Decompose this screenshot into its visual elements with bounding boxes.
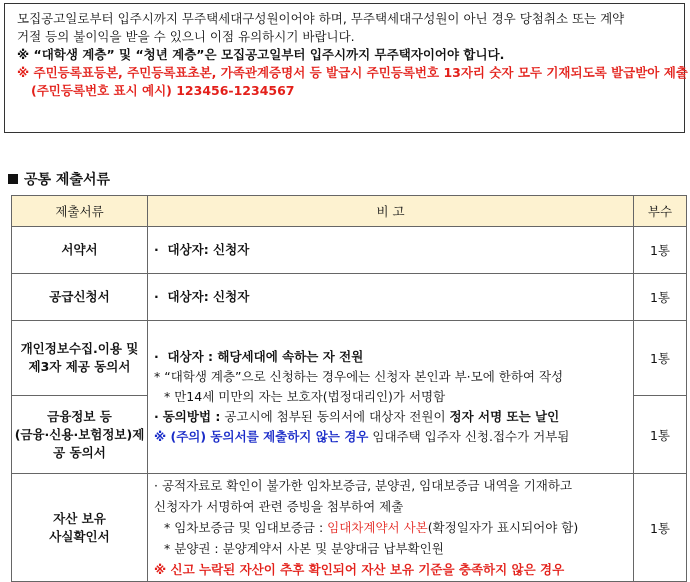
note-line: * 만14세 미만의 자는 보호자(법정대리인)가 서명함	[164, 389, 446, 404]
note-emphasis: 임대차계약서 사본	[327, 520, 428, 535]
caution-text: 임대주택 입주자 신청.접수가 거부됨	[368, 429, 570, 444]
method-emphasis: 정자 서명 또는 날인	[449, 409, 560, 424]
note-line: · 공적자료로 확인이 불가한 임차보증금, 분양권, 임대보증금 내역을 기재하고	[154, 478, 573, 493]
doc-name	[12, 321, 148, 396]
notice-box	[4, 3, 688, 133]
doc-name-line: 사실확인서	[49, 528, 110, 544]
doc-name: 서약서	[12, 227, 148, 274]
square-bullet-icon	[8, 174, 18, 184]
table-row	[12, 321, 687, 396]
note-cell	[148, 274, 634, 321]
table-row	[12, 474, 687, 582]
asset-note-cell	[148, 474, 634, 582]
section-title	[8, 169, 110, 189]
consent-note-cell	[148, 321, 634, 474]
note-line	[154, 517, 627, 538]
notice-line-1: 모집공고일로부터 입주시까지 무주택세대구성원이어야 하며, 무주택세대구성원이 아닌 경우 당첨취소 또는 계약	[17, 11, 625, 26]
doc-count: 1통	[634, 474, 687, 582]
notice-line-3: ※ “대학생 계층” 및 “청년 계층”은 모집공고일부터 입주시까지 무주택자이어야 합니다.	[17, 47, 505, 62]
doc-count: 1통	[634, 227, 687, 274]
note-text: 대상자: 신청자	[167, 242, 250, 257]
doc-name: 공급신청서	[12, 274, 148, 321]
note-line	[154, 407, 627, 427]
doc-name-line: 개인정보수집.이용 및	[20, 341, 139, 356]
note-text: 대상자 : 해당세대에 속하는 자 전원	[167, 349, 364, 364]
table-row	[12, 274, 687, 321]
doc-count: 1통	[634, 396, 687, 474]
note-line	[154, 240, 627, 260]
note-line	[154, 347, 627, 367]
note-line: ※ 신고 누락된 자산이 추후 확인되어 자산 보유 기준을 충족하지 않은 경우	[154, 562, 565, 577]
table-header-row	[12, 196, 687, 227]
header-doc: 제출서류	[12, 196, 148, 227]
header-count: 부수	[634, 196, 687, 227]
doc-name	[12, 474, 148, 582]
notice-line-2: 거절 등의 불이익을 받을 수 있으니 이점 유의하시기 바랍니다.	[17, 29, 355, 44]
doc-count: 1통	[634, 274, 687, 321]
doc-count: 1통	[634, 321, 687, 396]
note-cell	[148, 227, 634, 274]
section-title-text: 공통 제출서류	[24, 172, 111, 188]
doc-name	[12, 396, 148, 474]
note-line: * 분양권 : 분양계약서 사본 및 분양대금 납부확인원	[164, 541, 444, 556]
note-line	[154, 427, 627, 447]
doc-name-line: 제3자 제공 동의서	[28, 359, 131, 374]
bullet-dot-icon: ·	[154, 289, 159, 304]
doc-name-line: 금융정보 등	[47, 408, 112, 424]
bullet-dot-icon: ·	[154, 409, 159, 424]
header-note: 비 고	[148, 196, 634, 227]
note-line: * “대학생 계층”으로 신청하는 경우에는 신청자 본인과 부·모에 한하여 작성	[154, 369, 564, 384]
note-text: * 임차보증금 및 임대보증금 :	[164, 520, 328, 535]
doc-name-line: 자산 보유	[53, 510, 106, 526]
table-row	[12, 227, 687, 274]
doc-name-line: 공 동의서	[53, 444, 106, 460]
note-line: 신청자가 서명하여 관련 증빙을 첨부하여 제출	[154, 499, 404, 514]
method-text: 공고시에 첨부된 동의서에 대상자 전원이	[220, 409, 450, 424]
note-text: (확정일자가 표시되어야 함)	[427, 520, 579, 535]
bullet-dot-icon: ·	[154, 242, 159, 257]
note-line	[154, 287, 627, 307]
note-text: 대상자: 신청자	[167, 289, 250, 304]
notice-line-4: ※ 주민등록표등본, 주민등록표초본, 가족관계증명서 등 발급시 주민등록번호 13자리 숫자 모두 기재되도록 발급받아 제출	[17, 65, 688, 80]
doc-name-line: (금융·신용·보험정보)제	[14, 426, 145, 442]
bullet-dot-icon: ·	[154, 349, 159, 364]
documents-table	[11, 195, 687, 582]
caution-label: ※ (주의) 동의서를 제출하지 않는 경우	[154, 429, 369, 444]
method-label: 동의방법 :	[162, 409, 221, 424]
notice-line-5: (주민등록번호 표시 예시) 123456-1234567	[31, 83, 295, 98]
